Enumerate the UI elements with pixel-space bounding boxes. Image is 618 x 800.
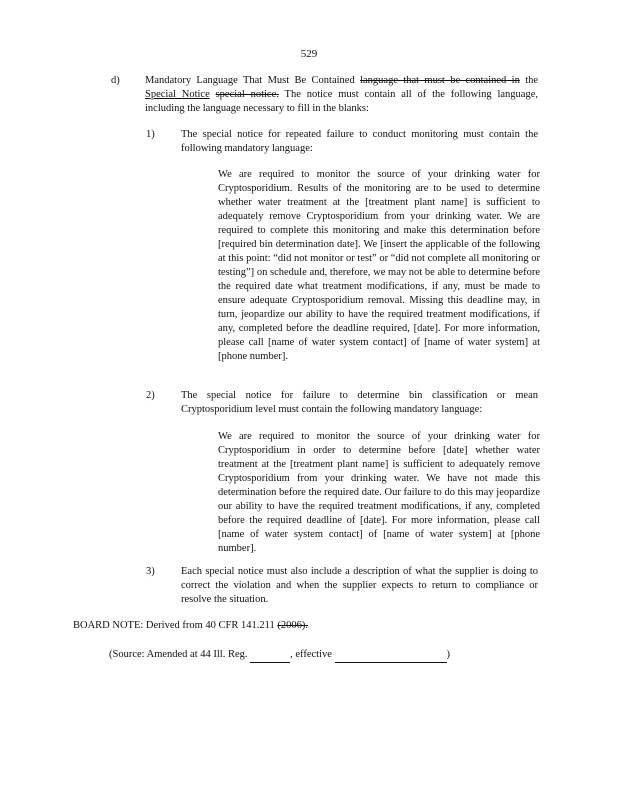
deleted-special-notice: special notice bbox=[215, 89, 277, 100]
board-note-text: BOARD NOTE: Derived from 40 CFR 141.211 bbox=[73, 620, 275, 631]
page-number: 529 bbox=[300, 48, 318, 60]
item-2-text: The special notice for failure to determine bin classification or mean Cryptosporidium level must contain the following mandatory language: bbox=[181, 390, 538, 415]
register-page-blank bbox=[250, 648, 290, 663]
section-d-the: the bbox=[525, 75, 539, 86]
item-1-mandatory-language: We are required to monitor the source of your drinking water for Cryptosporidium. Results of the monitoring are to be used to determine whether water treatment at the [treatment plant name] is sufficient to adequately remove Cryptosporidium from your drinking water. We are required to complete this monitoring and make this determination before [required bin determination date]. We [insert the applicable of the following at this point: “did not monitor or test” or “did not complete all monitoring or testing”] on schedule and, therefore, we may not be able to determine before the required date what treatment modifications, if any, must be made to ensure adequate Cryptosporidium removal. Missing this deadline may, in turn, jeopardize our ability to have the required treatment modifications, if any, completed before the deadline required, [date]. For more information, please call [name of water system contact] of [name of water system] at [phone number]. bbox=[218, 169, 540, 362]
deleted-heading-text: language that must be contained in bbox=[360, 75, 520, 86]
section-d-intro-rest: The notice must contain all of the following language, including the language necessary to fill in the blanks: bbox=[145, 89, 538, 114]
item-3-text: Each special notice must also include a description of what the supplier is doing to correct the violation and when the supplier expects to return to compliance or resolve the situation. bbox=[181, 566, 538, 605]
item-2-mandatory-language: We are required to monitor the source of your drinking water for Cryptosporidium in order to determine before [date] whether water treatment at the [treatment plant name] is sufficient to adequately remove Cryptosporidium from your drinking water. We have not made this determination before the required date. Our failure to do this may jeopardize our ability to have the required treatment modifications, if any, completed before the required deadline of [date]. For more information, please call [name of water system contact] of [name of water system] at [phone number]. bbox=[218, 431, 540, 554]
item-3-marker: 3) bbox=[146, 566, 155, 577]
deleted-period: . bbox=[276, 89, 279, 100]
inserted-special-notice: Special Notice bbox=[145, 89, 210, 100]
source-effective: , effective bbox=[290, 649, 332, 660]
section-d-heading: Mandatory Language That Must Be Contained bbox=[145, 75, 355, 86]
section-marker: d) bbox=[111, 75, 120, 86]
board-note-deleted-year: (2006). bbox=[277, 620, 308, 631]
item-2-marker: 2) bbox=[146, 390, 155, 401]
source-close: ) bbox=[446, 649, 451, 660]
item-1-marker: 1) bbox=[146, 129, 155, 140]
source-prefix: (Source: Amended at 44 Ill. Reg. bbox=[109, 649, 248, 660]
board-note bbox=[73, 619, 308, 633]
section-d-intro bbox=[145, 74, 538, 116]
effective-date-blank bbox=[335, 648, 447, 663]
item-1-text: The special notice for repeated failure to conduct monitoring must contain the following mandatory language: bbox=[181, 129, 538, 154]
source-line bbox=[109, 648, 450, 663]
